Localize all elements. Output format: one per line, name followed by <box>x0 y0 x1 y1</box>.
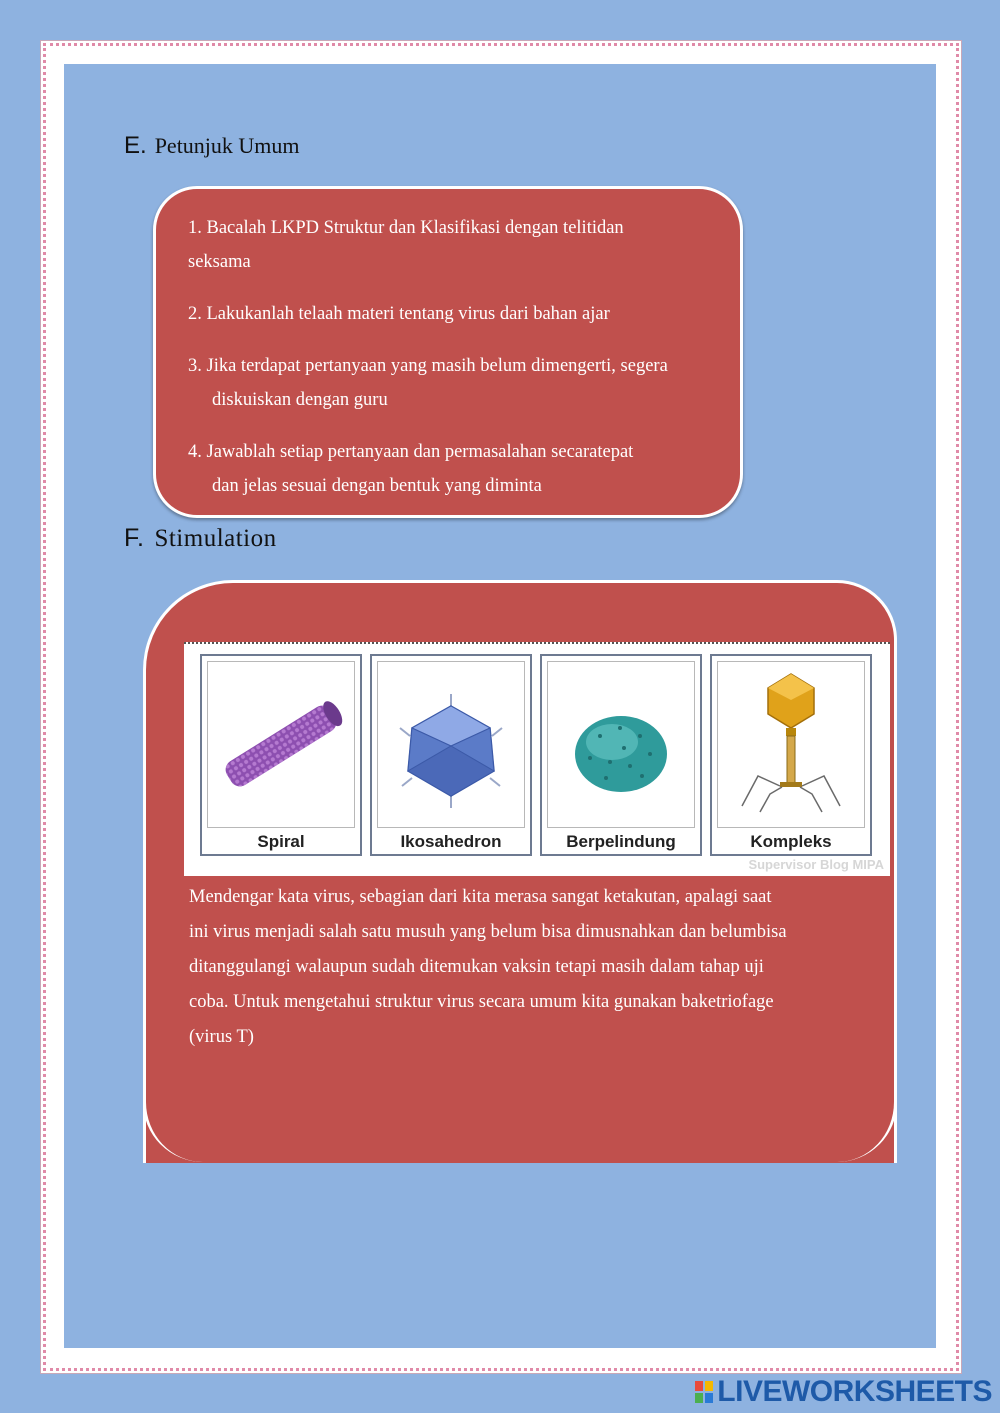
liveworksheets-logo <box>695 1375 992 1409</box>
stimulation-paragraph: Mendengar kata virus, sebagian dari kita merasa sangat ketakutan, apalagi saat ini virus menjadi salah satu musuh yang belum bisa dimusnahkan dan belumbisa ditanggulangi walaupun sudah ditemukan vaksin tetapi masih dalam tahap uji coba. Untuk mengetahui struktur virus secara umum kita gunakan baketriofage (virus T) <box>189 887 787 1047</box>
virus-shapes-image <box>184 642 890 876</box>
virus-card-spiral <box>200 654 362 856</box>
virus-card-icosahedron <box>370 654 532 856</box>
icosahedron-virus-icon <box>380 666 522 816</box>
spiral-virus-icon <box>210 666 352 816</box>
virus-card-label: Berpelindung <box>566 832 676 851</box>
virus-card-complex <box>710 654 872 856</box>
section-f-heading <box>124 524 277 553</box>
section-f-title: Stimulation <box>154 525 277 552</box>
section-e-heading <box>124 132 300 160</box>
instruction-item: 3. Jika terdapat pertanyaan yang masih belum dimengerti, segera diskuiskan dengan guru <box>188 356 668 410</box>
section-e-title: Petunjuk Umum <box>154 133 300 158</box>
liveworksheets-mark-icon <box>695 1381 713 1403</box>
virus-card-label: Spiral <box>257 832 305 851</box>
instruction-item: 2. Lakukanlah telaah materi tentang virus dari bahan ajar <box>188 304 610 324</box>
brand-text: LIVEWORKSHEETS <box>717 1375 992 1408</box>
virus-card-label: Ikosahedron <box>400 832 502 851</box>
instruction-item: 4. Jawablah setiap pertanyaan dan permasalahan secaratepat dan jelas sesuai dengan bentuk yang diminta <box>188 442 634 496</box>
section-e-letter: E. <box>124 132 147 159</box>
virus-card-label: Kompleks <box>750 832 832 851</box>
bacteriophage-icon <box>720 666 862 816</box>
stimulation-box-bottom <box>143 1100 897 1162</box>
enveloped-virus-icon <box>550 666 692 816</box>
section-f-letter: F. <box>124 524 145 552</box>
instructions-box <box>153 186 743 518</box>
virus-card-enveloped <box>540 654 702 856</box>
instructions-list <box>188 211 728 521</box>
instruction-item: 1. Bacalah LKPD Struktur dan Klasifikasi dengan telitidan seksama <box>188 218 624 272</box>
image-credit: Supervisor Blog MIPA <box>748 857 884 872</box>
